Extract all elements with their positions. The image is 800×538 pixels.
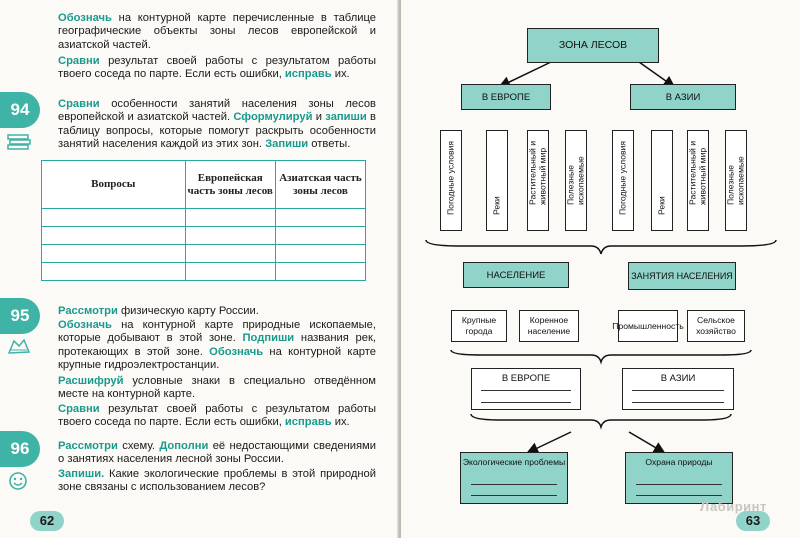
text: схему. [117,440,160,452]
task-94-text [58,98,376,152]
text: в таблицу вопросы, которые помогут раскрыть особенности занятий населения каждой из этих зон. [58,111,376,151]
text: ответы. [308,138,351,151]
forest-zone-box: ЗОНА ЛЕСОВ [527,28,659,63]
compare-paragraph [58,55,376,82]
keyword: Обозначь [58,319,112,331]
keyword: Рассмотри [58,440,118,452]
keyword: Запиши [265,138,309,151]
column-label: Реки [491,195,502,215]
column-label: Погодные условия [445,140,456,215]
europe-box: В ЕВРОПЕ [461,84,551,110]
task-95-badge [0,298,40,334]
keyword: Дополни [159,440,209,452]
table-header-europe: Европейская часть зоны лесов [185,161,275,209]
keyword: Расшифруй [58,375,124,387]
text: названия рек, протекающих в этой зоне. [58,332,376,358]
keyword: Сформулируй [233,111,313,124]
right-page [401,0,800,538]
keyword: Сравни [58,98,100,110]
native-population-box: Коренное население [519,310,579,342]
text: на контурной карте крупные гидроэлектростанции. [58,345,376,372]
table-row[interactable] [42,245,366,263]
text: особенности занятий населения зоны лесов европейской и азиатской частей. [58,98,376,124]
text: и [312,111,326,124]
europe-flora-fauna-column [527,130,549,231]
answer-line [481,390,571,391]
asia-box: В АЗИИ [630,84,736,110]
europe-weather-column [440,130,462,231]
text: Какие экологические проблемы в этой природной зоне связаны с использованием лесов? [58,468,376,494]
answer-line [471,495,557,496]
task-96-scheme [58,440,376,467]
table-header-asia: Азиатская часть зоны лесов [275,161,365,209]
occupations-box: ЗАНЯТИЯ НАСЕЛЕНИЯ [628,262,736,290]
box-label: В ЕВРОПЕ [501,373,551,384]
asia-result-box[interactable] [622,368,734,410]
column-label: Растительный и животный мир [527,141,547,205]
box-label: В АЗИИ [660,373,696,384]
box-label: Охрана природы [645,457,713,467]
keyword: Рассмотри [58,305,118,317]
watermark: Лабиринт [700,499,767,514]
column-label: Растительный и животный мир [687,141,707,205]
intro-paragraph [58,12,376,52]
column-label: Полезные ископаемые [725,156,745,205]
table-row[interactable] [42,227,366,245]
text: их. [331,68,350,81]
left-page [0,0,398,538]
smiley-icon [8,471,28,491]
nature-protection-box[interactable] [625,452,733,504]
table-row[interactable] [42,209,366,227]
task-number: 94 [10,100,30,119]
keyword: Запиши. [58,468,105,480]
task-96-badge [0,431,40,467]
asia-flora-fauna-column [687,130,709,231]
answer-line [471,484,557,485]
answer-line [636,495,722,496]
keyword: Сравни [58,55,100,67]
task-96-write [58,468,376,495]
keyword: исправь [284,68,332,81]
asia-minerals-column [725,130,747,231]
task-number: 95 [10,306,30,325]
agriculture-box: Сельское хозяйство [687,310,745,342]
text: условные знаки в специально отведённом месте на контурной карте. [58,375,376,401]
task-95-intro [58,305,376,318]
map-icon [6,338,32,356]
keyword: Обозначь [209,345,264,358]
answer-line [632,390,724,391]
cities-box: Крупные города [451,310,507,342]
column-label: Полезные ископаемые [565,156,585,205]
task-95-compare [58,403,376,430]
answer-line [636,484,722,485]
text: её недостающими сведениями о занятиях населения лесной зоны России. [58,440,376,466]
asia-rivers-column [651,130,673,231]
keyword: Подпиши [242,332,295,345]
column-label: Погодные условия [617,140,628,215]
books-icon [6,133,32,151]
answer-line [481,402,571,403]
asia-weather-column [612,130,634,231]
keyword: исправь [284,416,332,429]
text: их. [331,416,350,429]
table-row[interactable] [42,263,366,281]
table-header-row [42,161,366,209]
text: результат своей работы с результатом работы твоего соседа по парте. Если есть ошибки, [58,403,376,429]
column-label: Реки [656,195,667,215]
population-box: НАСЕЛЕНИЕ [463,262,569,288]
text: результат своей работы с результатом работы твоего соседа по парте. Если есть ошибки, [58,55,376,81]
text: физическую карту России. [117,305,259,317]
task-number: 96 [10,439,30,458]
box-label: Экологические проблемы [462,457,566,467]
table-header-questions: Вопросы [42,161,186,209]
task-95-decode [58,375,376,402]
page-number-left: 62 [30,511,64,531]
answer-line [632,402,724,403]
task-94-badge [0,92,40,128]
page-number-right: 63 [736,511,770,531]
industry-box: Промышленность [618,310,678,342]
keyword: Сравни [58,403,100,415]
task-95-mark [58,319,376,373]
eco-problems-box[interactable] [460,452,568,504]
keyword: запиши [325,111,367,124]
keyword: Обозначь [58,12,112,24]
europe-result-box[interactable] [471,368,581,410]
text: на контурной карте природные ископаемые, которые добывают в этой зоне. [58,319,376,345]
questions-table [41,160,366,281]
europe-minerals-column [565,130,587,231]
europe-rivers-column [486,130,508,231]
text: на контурной карте перечисленные в таблице географические объекты зоны лесов европейской и азиатской частей. [58,12,376,51]
